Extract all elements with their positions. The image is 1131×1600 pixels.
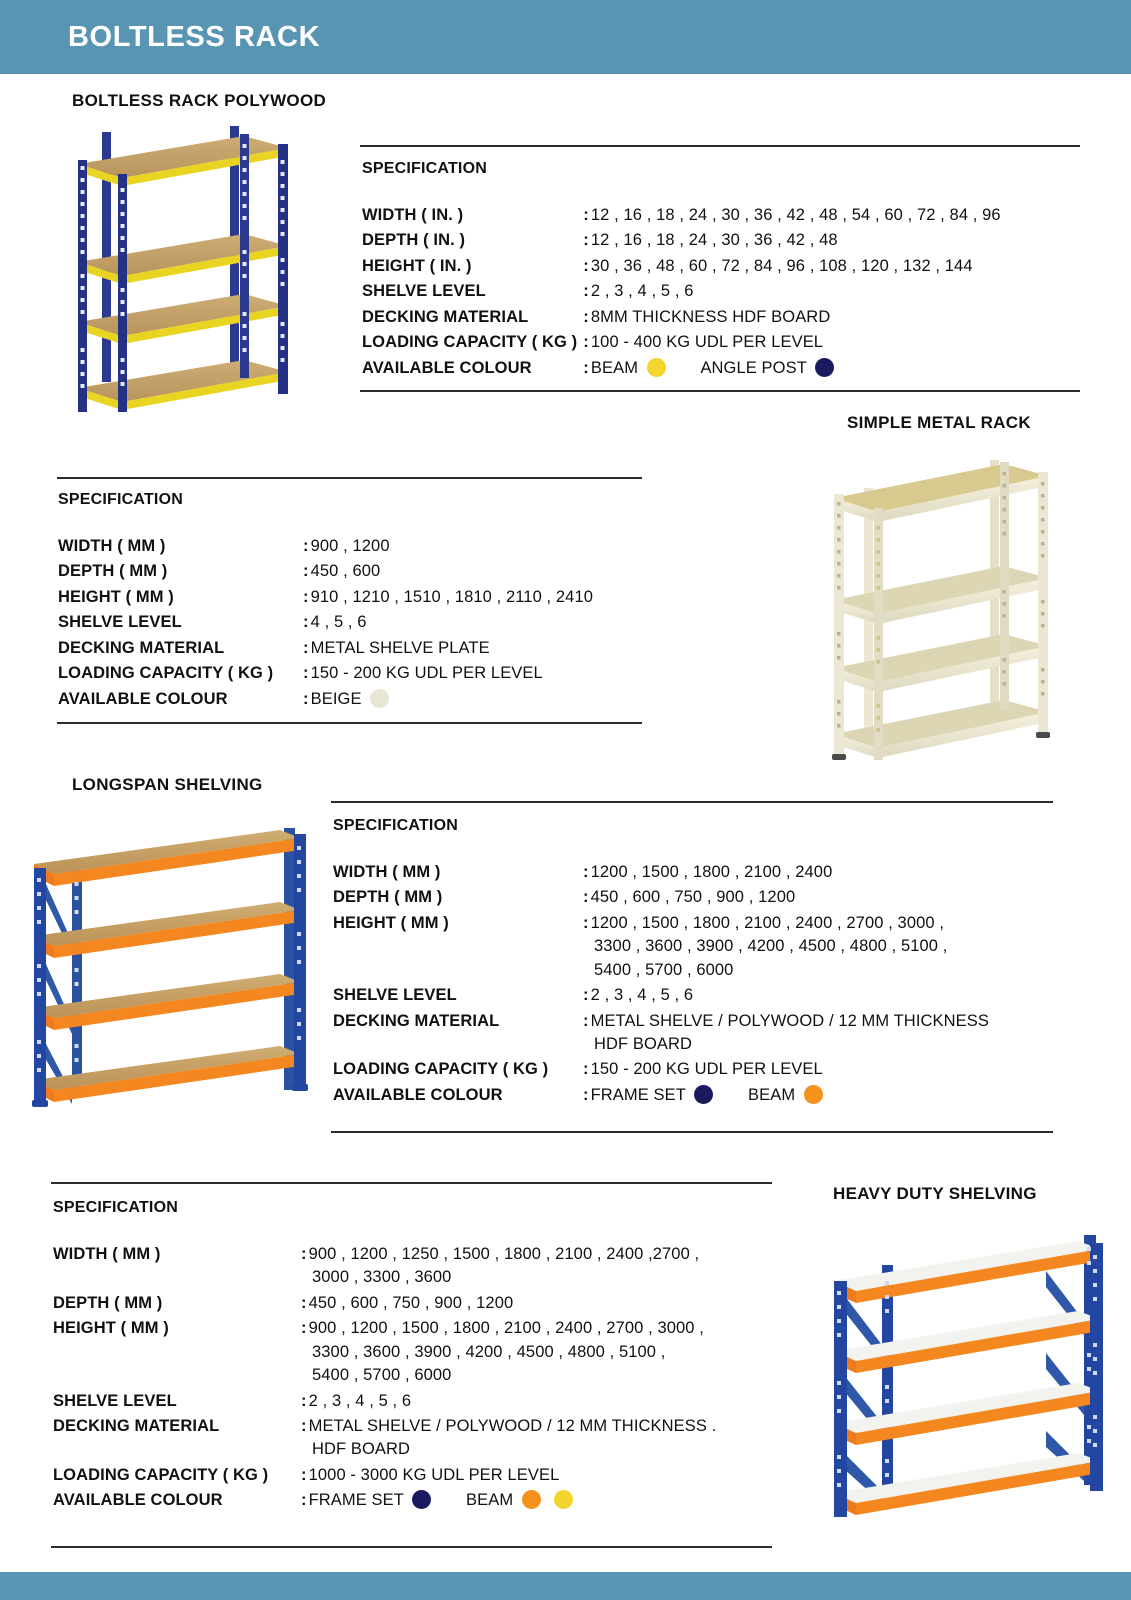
spec-value-text: 450 , 600 [310,562,381,581]
colour-swatch-beam-yellow [554,1490,573,1509]
page-title: BOLTLESS RACK [68,20,321,53]
spec-row [362,331,1001,356]
spec-row [53,1415,716,1464]
spec-value: : 900 , 1200 , 1500 , 1800 , 2100 , 2400 , 2700 , 3000 , 3300 , 3600 , 3900 , 4200 , 4500 , 4800 , 5100 , 5400 , 5700 , 6000 [301,1317,716,1389]
spec-key: DEPTH ( MM ) [333,888,443,907]
spec-key: DEPTH ( IN. ) [362,231,466,250]
spec-value-text: 450 , 600 , 750 , 900 , 1200 [590,888,796,907]
spec-row [333,912,989,984]
spec-table-4 [53,1243,716,1515]
colour-label: ANGLE POST [700,358,807,377]
spec-key: WIDTH ( MM ) [333,863,441,881]
spec-value-text: 150 - 200 KG UDL PER LEVEL [310,664,543,683]
colour-label: FRAME SET [308,1491,404,1510]
spec-value-text: 910 , 1210 , 1510 , 1810 , 2110 , 2410 [310,587,594,606]
spec-label-2: SPECIFICATION [58,491,183,508]
spec-value-text: METAL SHELVE / POLYWOOD / 12 MM THICKNESS [590,1011,989,1030]
spec-value: : 8MM THICKNESS HDF BOARD [583,307,831,326]
spec-value: : 2 , 3 , 4 , 5 , 6 [301,1391,412,1410]
colour-label: BEIGE [310,689,362,708]
spec-row [58,662,593,687]
spec-value-text: 12 , 16 , 18 , 24 , 30 , 36 , 42 , 48 , 54 , 60 , 72 , 84 , 96 [590,206,1001,224]
spec-row-colour [53,1489,716,1514]
spec-value: : METAL SHELVE / POLYWOOD / 12 MM THICKNESS . HDF BOARD [301,1415,716,1464]
spec-value: : 1000 - 3000 KG UDL PER LEVEL [301,1465,560,1484]
spec-value-text: METAL SHELVE / POLYWOOD / 12 MM THICKNESS . [308,1416,717,1435]
spec-rule-bottom-3 [331,1131,1053,1133]
spec-value-text: 2 , 3 , 4 , 5 , 6 [308,1391,412,1410]
spec-value: : BEAM ANGLE POST [583,357,1000,382]
spec-value-text: 2 , 3 , 4 , 5 , 6 [590,986,694,1005]
spec-table-2 [58,535,593,713]
spec-value-text: 1000 - 3000 KG UDL PER LEVEL [308,1465,560,1484]
spec-row [58,611,593,636]
spec-key: LOADING CAPACITY ( KG ) [53,1465,269,1484]
spec-value-text: 900 , 1200 [310,537,390,555]
spec-row [58,560,593,585]
spec-value: : 1200 , 1500 , 1800 , 2100 , 2400 [583,863,833,881]
spec-value: : BEIGE [303,688,593,713]
spec-value-text: 900 , 1200 , 1250 , 1500 , 1800 , 2100 , 2400 ,2700 , [308,1245,700,1263]
spec-value: : 150 - 200 KG UDL PER LEVEL [303,664,543,683]
spec-label-4: SPECIFICATION [53,1199,178,1216]
spec-key: WIDTH ( MM ) [58,537,166,555]
page-header-bar [0,0,1131,74]
spec-value: : 30 , 36 , 48 , 60 , 72 , 84 , 96 , 108 , 120 , 132 , 144 [583,256,973,275]
spec-key: SHELVE LEVEL [58,613,182,632]
spec-key: DECKING MATERIAL [58,638,225,657]
colour-label: BEAM [748,1085,796,1104]
spec-row [362,280,1001,305]
spec-key: HEIGHT ( MM ) [333,913,449,932]
section-heading-longspan-shelving: LONGSPAN SHELVING [72,775,263,794]
spec-key: LOADING CAPACITY ( KG ) [58,664,274,683]
spec-value-cont: HDF BOARD [594,1034,693,1053]
colour-swatch-angle-post [815,358,834,377]
spec-key: WIDTH ( IN. ) [362,206,464,224]
spec-row [362,255,1001,280]
spec-row [362,306,1001,331]
spec-rule-bottom-2 [57,722,642,724]
spec-value-text: 450 , 600 , 750 , 900 , 1200 [308,1293,514,1312]
spec-value: : 2 , 3 , 4 , 5 , 6 [583,986,694,1005]
spec-key: LOADING CAPACITY ( KG ) [362,333,578,352]
spec-value: : 450 , 600 , 750 , 900 , 1200 [583,888,796,907]
spec-key: DECKING MATERIAL [53,1416,220,1435]
spec-key: DEPTH ( MM ) [58,562,168,581]
spec-row [333,984,989,1009]
spec-table-1 [362,204,1001,382]
spec-value-cont: 3000 , 3300 , 3600 [312,1268,452,1287]
spec-row [58,535,593,560]
spec-key: LOADING CAPACITY ( KG ) [333,1060,549,1079]
spec-block-boltless-rack-polywood [362,160,1080,382]
simple-metal-rack-image [808,450,1068,770]
spec-row [362,229,1001,254]
spec-rule-top-1 [360,145,1080,147]
spec-key: HEIGHT ( MM ) [58,587,174,606]
spec-value: : 4 , 5 , 6 [303,613,367,632]
spec-value-text: 100 - 400 KG UDL PER LEVEL [590,333,824,352]
spec-row [333,886,989,911]
spec-key: AVAILABLE COLOUR [362,358,532,377]
spec-key: AVAILABLE COLOUR [58,689,228,708]
spec-key: WIDTH ( MM ) [53,1245,161,1263]
spec-value-text: 1200 , 1500 , 1800 , 2100 , 2400 [590,863,833,881]
colour-label: BEAM [590,358,639,377]
spec-row [333,861,989,886]
spec-value: : 450 , 600 [303,562,381,581]
colour-swatch-beam-orange [522,1490,541,1509]
boltless-rack-polywood-image [62,126,312,426]
spec-value-text: 12 , 16 , 18 , 24 , 30 , 36 , 42 , 48 [590,231,838,250]
spec-row [53,1292,716,1317]
colour-swatch-beam [804,1085,823,1104]
spec-value-cont: 5400 , 5700 , 6000 [312,1366,452,1385]
spec-value-cont: 3300 , 3600 , 3900 , 4200 , 4500 , 4800 , 5100 , [312,1342,666,1361]
spec-value: : FRAME SET BEAM [583,1084,989,1109]
spec-rule-top-4 [51,1182,772,1184]
spec-label-3: SPECIFICATION [333,817,458,834]
spec-row-colour [362,357,1001,382]
colour-swatch-beam [647,358,666,377]
spec-value-cont: 5400 , 5700 , 6000 [594,960,734,979]
colour-swatch-beige [370,689,389,708]
spec-block-simple-metal-rack [58,491,648,713]
spec-value: : 450 , 600 , 750 , 900 , 1200 [301,1293,514,1312]
spec-row [53,1464,716,1489]
spec-key: AVAILABLE COLOUR [333,1085,503,1104]
colour-label: FRAME SET [590,1085,686,1104]
page-footer-bar [0,1572,1131,1600]
spec-value-text: 150 - 200 KG UDL PER LEVEL [590,1060,823,1079]
spec-value: : 12 , 16 , 18 , 24 , 30 , 36 , 42 , 48 , 54 , 60 , 72 , 84 , 96 [583,206,1001,224]
spec-row [333,1010,989,1059]
spec-value-text: 4 , 5 , 6 [310,613,367,632]
section-heading-heavy-duty-shelving: HEAVY DUTY SHELVING [833,1184,1037,1203]
spec-key: SHELVE LEVEL [362,282,486,301]
spec-rule-bottom-4 [51,1546,772,1548]
longspan-shelving-image [12,812,312,1122]
spec-value: : FRAME SET BEAM [301,1489,716,1514]
spec-rule-top-3 [331,801,1053,803]
spec-rule-bottom-1 [360,390,1080,392]
spec-key: DECKING MATERIAL [333,1011,500,1030]
spec-row [53,1390,716,1415]
spec-value-cont: 3300 , 3600 , 3900 , 4200 , 4500 , 4800 , 5100 , [594,937,948,956]
colour-swatch-frame-set [694,1085,713,1104]
spec-row [333,1058,989,1083]
spec-value-text: METAL SHELVE PLATE [310,638,490,657]
spec-key: AVAILABLE COLOUR [53,1491,223,1510]
spec-value: : 12 , 16 , 18 , 24 , 30 , 36 , 42 , 48 [583,231,838,250]
spec-row [53,1243,716,1292]
heavy-duty-shelving-image [800,1225,1120,1545]
spec-key: SHELVE LEVEL [333,986,457,1005]
spec-value: : 900 , 1200 , 1250 , 1500 , 1800 , 2100 , 2400 ,2700 , 3000 , 3300 , 3600 [301,1243,716,1292]
spec-value: : 910 , 1210 , 1510 , 1810 , 2110 , 2410 [303,587,594,606]
spec-value: : 900 , 1200 [303,537,390,555]
spec-row [58,586,593,611]
spec-row [53,1317,716,1389]
spec-key: SHELVE LEVEL [53,1391,177,1410]
colour-swatch-frame-set [412,1490,431,1509]
spec-value: : METAL SHELVE / POLYWOOD / 12 MM THICKNESS HDF BOARD [583,1010,989,1059]
section-heading-simple-metal-rack: SIMPLE METAL RACK [847,413,1031,432]
spec-block-heavy-duty-shelving [53,1199,778,1515]
spec-value: : 150 - 200 KG UDL PER LEVEL [583,1060,823,1079]
spec-value-cont: HDF BOARD [312,1440,411,1459]
spec-value-text: 1200 , 1500 , 1800 , 2100 , 2400 , 2700 , 3000 , [590,913,945,932]
section-heading-boltless-rack-polywood: BOLTLESS RACK POLYWOOD [72,91,327,110]
spec-rule-top-2 [57,477,642,479]
spec-value: : 100 - 400 KG UDL PER LEVEL [583,333,824,352]
spec-row [362,204,1001,229]
spec-row [58,637,593,662]
spec-value: : METAL SHELVE PLATE [303,638,490,657]
spec-value-text: 8MM THICKNESS HDF BOARD [590,307,831,326]
spec-value-text: 2 , 3 , 4 , 5 , 6 [590,282,694,301]
spec-key: HEIGHT ( MM ) [53,1319,169,1338]
spec-value: : 2 , 3 , 4 , 5 , 6 [583,282,694,301]
spec-value: : 1200 , 1500 , 1800 , 2100 , 2400 , 2700 , 3000 , 3300 , 3600 , 3900 , 4200 , 4500 , 4800 , 5100 , 5400 , 5700 , 6000 [583,912,989,984]
spec-key: DECKING MATERIAL [362,307,529,326]
colour-label: BEAM [466,1491,514,1510]
spec-row-colour [333,1084,989,1109]
spec-block-longspan-shelving [333,817,1055,1109]
spec-key: DEPTH ( MM ) [53,1293,163,1312]
spec-label-1: SPECIFICATION [362,160,487,177]
spec-value-text: 900 , 1200 , 1500 , 1800 , 2100 , 2400 , 2700 , 3000 , [308,1319,704,1338]
spec-row-colour [58,688,593,713]
spec-key: HEIGHT ( IN. ) [362,256,472,275]
spec-value-text: 30 , 36 , 48 , 60 , 72 , 84 , 96 , 108 , 120 , 132 , 144 [590,256,973,275]
spec-table-3 [333,861,989,1109]
